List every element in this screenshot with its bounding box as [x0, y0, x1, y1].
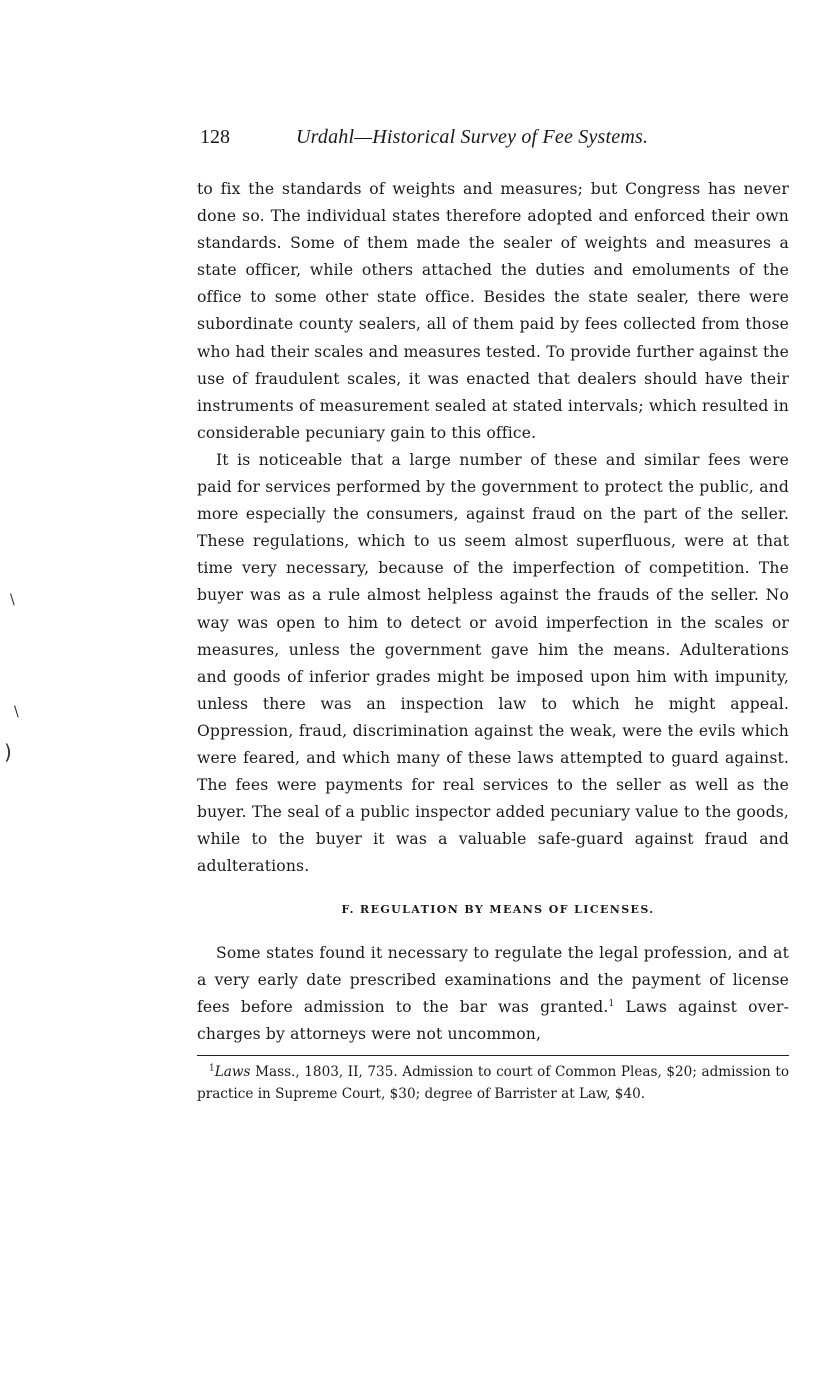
body-text: [197, 176, 789, 1048]
section-heading: F. REGULATION BY MEANS OF LICENSES.: [341, 903, 655, 917]
footnote: [197, 1061, 789, 1106]
paragraph-2: It is noticeable that a large number of these and similar fees were paid for services performed by the government to protect the public, and more especially the consumers, against fraud on the part of the seller. These regulations, which to us seem almost superfluous, were at that time very necessary, because of the imperfection of competition. The buyer was as a rule almost helpless against the frauds of the seller. No way was open to him to detect or avoid imperfection in the scales or measures, unless the government gave him the means. Adulterations and goods of inferior grades might be imposed upon him with impunity, unless there was an inspection law to which he might appeal. Oppression, fraud, discrimination against the weak, were the evils which were feared, and which many of these laws attempted to guard against. The fees were payments for real services to the seller as well as the buyer. The seal of a public inspector added pecuniary value to the goods, while to the buyer it was a valuable safe-guard against fraud and adulterations.: [197, 450, 789, 876]
footnote-marker: 1: [209, 1063, 215, 1074]
margin-mark: ): [4, 740, 12, 764]
running-title: Urdahl—Historical Survey of Fee Systems.: [296, 126, 649, 148]
paragraph-3: [197, 940, 789, 1048]
page-header: [200, 126, 789, 162]
footnote-text: Mass., 1803, II, 735. Admission to court of Common Pleas, $20; admission to practice in Supreme Court, $30; degree of Barrister at Law, $40.: [197, 1063, 789, 1103]
footnote-italic-lead: Laws: [214, 1063, 251, 1080]
paragraph-3-text: Some states found it necessary to regulate the legal profession, and at a very early date prescribed examinations and the payment of license fees before admission to the bar was granted.: [197, 943, 789, 1016]
page: [197, 126, 789, 1106]
paragraph-3-continuation: Laws against over-charges by attorneys were not uncommon,: [197, 997, 789, 1043]
footnote-reference: 1: [608, 998, 615, 1009]
paragraph-1: to fix the standards of weights and measures; but Congress has never done so. The individual states therefore adopted and enforced their own standards. Some of them made the sealer of weights and measures a state officer, while others attached the duties and emoluments of the office to some other state office. Besides the state sealer, there were subordinate county sealers, all of them paid by fees collected from those who had their scales and measures tested. To provide further against the use of fraudulent scales, it was enacted that dealers should have their instruments of measurement sealed at stated intervals; which resulted in considerable pecuniary gain to this office.: [197, 180, 789, 442]
margin-mark: \: [14, 704, 19, 720]
page-number: 128: [200, 126, 230, 148]
margin-mark: \: [10, 592, 15, 608]
footnote-rule: [197, 1055, 789, 1056]
